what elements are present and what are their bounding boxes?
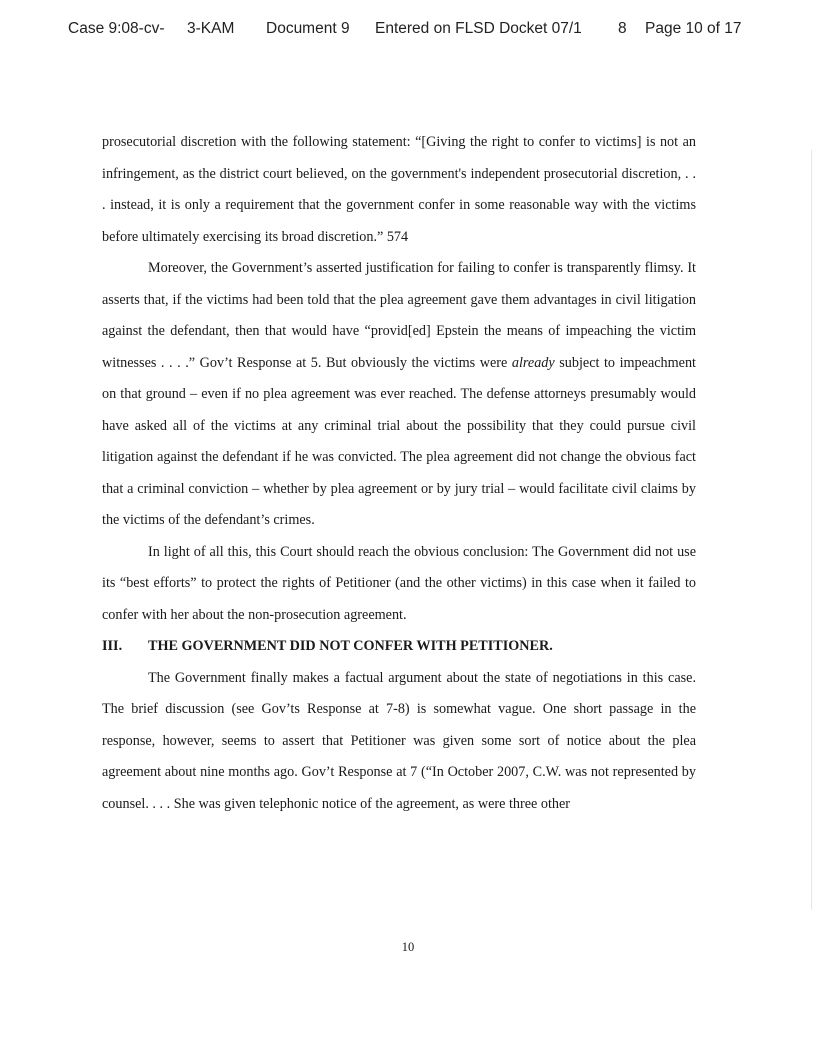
section-heading xyxy=(102,631,696,663)
paragraph-text: subject to impeachment on that ground – even if no plea agreement was ever reached. The defense attorneys presumably would have asked all of the victims at any criminal trial about the possibility that they could pursue civil litigation against the defendant if he was convicted. The plea agreement did not change the obvious fact that a criminal conviction – whether by plea agreement or by jury trial – would facilitate civil claims by the victims of the defendant’s crimes. xyxy=(102,354,696,528)
header-entered-on: Entered on FLSD Docket 07/1 xyxy=(375,20,582,37)
header-case-suffix: 3-KAM xyxy=(187,20,235,37)
section-number: III. xyxy=(102,638,123,654)
document-body xyxy=(102,127,696,820)
header-document-number: Document 9 xyxy=(266,20,350,37)
scan-artifact-line xyxy=(811,150,812,910)
paragraph-text: In light of all this, this Court should reach the obvious conclusion: The Government did not use its “best efforts” to protect the rights of Petitioner (and the other victims) in this case when it failed to confer with her about the non-prosecution agreement. xyxy=(102,543,696,623)
section-title: THE GOVERNMENT DID NOT CONFER WITH PETITIONER. xyxy=(148,638,553,654)
paragraph-continuation xyxy=(102,127,696,253)
header-case-number: Case 9:08-cv- xyxy=(68,20,165,37)
paragraph-text: The Government finally makes a factual argument about the state of negotiations in this case. The brief discussion (see Gov’ts Response at 7-8) is somewhat vague. One short passage in the response, however, seems to assert that Petitioner was given some sort of notice about the plea agreement about nine months ago. Gov’t Response at 7 (“In October 2007, C.W. was not represented by counsel. . . . She was given telephonic notice of the agreement, as were three other xyxy=(102,669,696,812)
header-date-suffix: 8 xyxy=(618,20,627,37)
paragraph-text: prosecutorial discretion with the following statement: “[Giving the right to confer to victims] is not an infringement, as the district court believed, on the government's independent prosecutorial discretion, . . . instead, it is only a requirement that the government confer in some reasonable way with the victims before ultimately exercising its broad discretion.” 574 xyxy=(102,134,696,245)
paragraph-factual-argument xyxy=(102,663,696,821)
paragraph-conclusion xyxy=(102,537,696,632)
docket-header xyxy=(68,20,748,44)
paragraph-justification xyxy=(102,253,696,537)
page-number: 10 xyxy=(401,940,415,954)
header-page-count: Page 10 of 17 xyxy=(645,20,742,37)
emphasis-already: already xyxy=(511,354,555,371)
paragraph-text: Moreover, the Government’s asserted justification for failing to confer is transparently flimsy. It asserts that, if the victims had been told that the plea agreement gave them advantages in civil litigation against the defendant, then that would have “provid[ed] Epstein the means of impeaching the victim witnesses . . . .” Gov’t Response at 5. But obviously the victims were xyxy=(102,260,696,371)
